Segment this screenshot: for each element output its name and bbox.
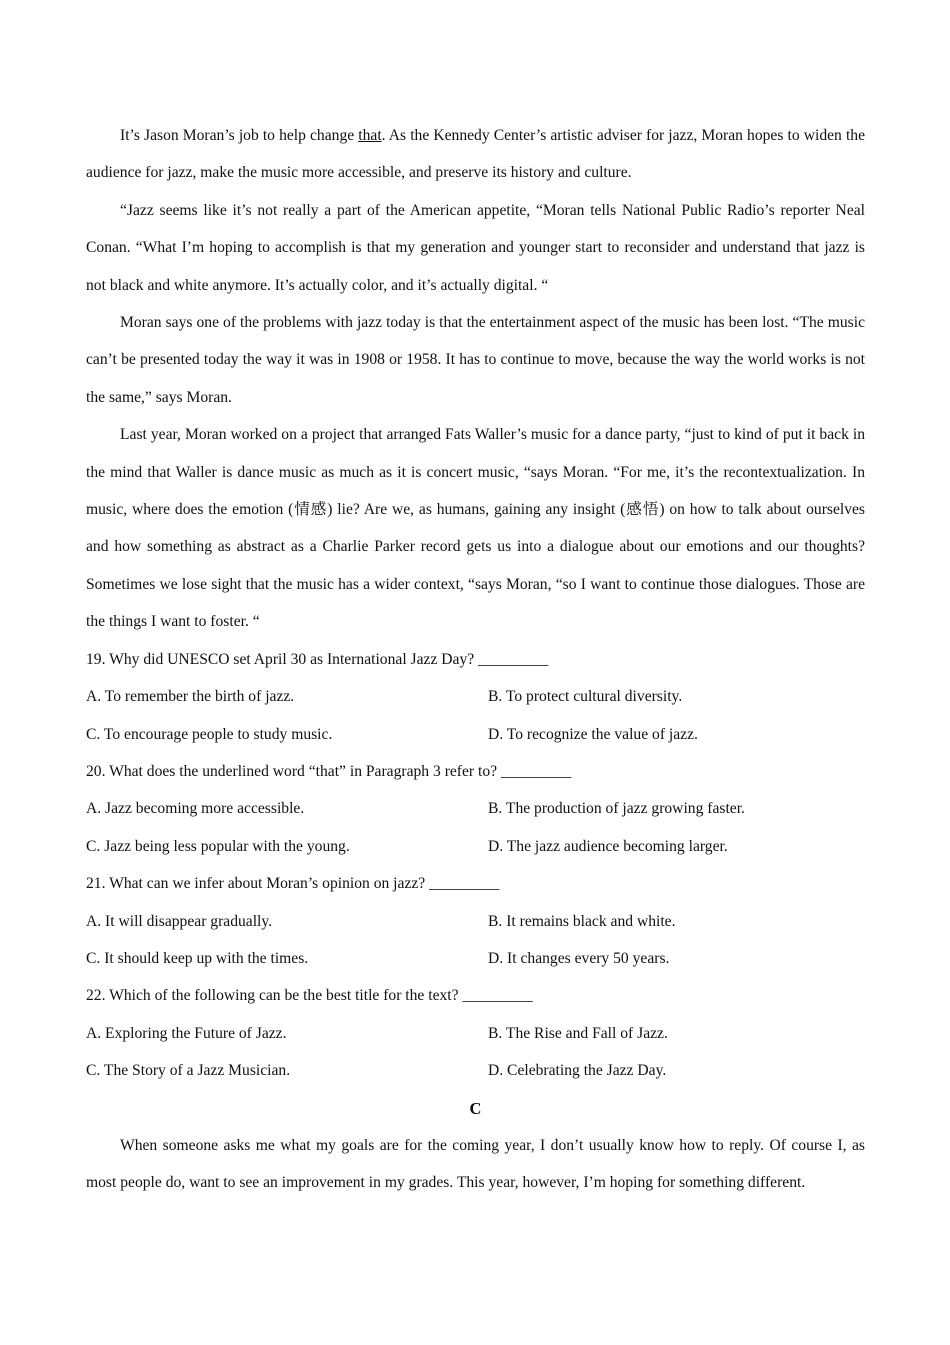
document-page (86, 117, 865, 1202)
option-a: A. It will disappear gradually. (86, 912, 273, 930)
question-22: 22. Which of the following can be the best title for the text? _________ (86, 987, 533, 1005)
question-21: 21. What can we infer about Moran’s opinion on jazz? _________ (86, 875, 500, 893)
paragraph-5: When someone asks me what my goals are for the coming year, I don’t usually know how to reply. Of course I, as most people do, want to see an improvement in my grades. This year, however, I’m hoping for something different. (86, 1136, 865, 1192)
option-c: C. To encourage people to study music. (86, 725, 333, 743)
option-d: D. To recognize the value of jazz. (488, 725, 698, 743)
option-b: B. To protect cultural diversity. (488, 688, 683, 706)
option-d: D. Celebrating the Jazz Day. (488, 1062, 667, 1080)
section-heading: C (469, 1098, 482, 1118)
option-b: B. The production of jazz growing faster. (488, 800, 745, 818)
option-b: B. It remains black and white. (488, 912, 676, 930)
paragraph-2: “Jazz seems like it’s not really a part of the American appetite, “Moran tells National Public Radio’s reporter Neal Conan. “What I’m hoping to accomplish is that my generation and younger start to reconsider and understand that jazz is not black and white anymore. It’s actually color, and it’s actually digital. “ (86, 201, 865, 294)
option-d: D. The jazz audience becoming larger. (488, 837, 728, 855)
option-c: C. Jazz being less popular with the young. (86, 837, 350, 855)
option-d: D. It changes every 50 years. (488, 949, 670, 967)
question-22-options-2 (86, 1052, 865, 1089)
question-20-options (86, 790, 865, 827)
question-19-options (86, 678, 865, 715)
question-20-options-2 (86, 828, 865, 865)
question-21-options-2 (86, 940, 865, 977)
option-a: A. Exploring the Future of Jazz. (86, 1024, 287, 1042)
option-b: B. The Rise and Fall of Jazz. (488, 1024, 668, 1042)
question-21-options (86, 903, 865, 940)
question-20: 20. What does the underlined word “that” in Paragraph 3 refer to? _________ (86, 762, 572, 780)
paragraph-1 (86, 117, 865, 192)
question-22-options (86, 1015, 865, 1052)
option-a: A. Jazz becoming more accessible. (86, 800, 305, 818)
underlined-word: that (358, 127, 382, 144)
question-19-options-2 (86, 716, 865, 753)
paragraph-4: Last year, Moran worked on a project that arranged Fats Waller’s music for a dance party, “just to kind of put it back in the mind that Waller is dance music as much as it is concert music, “says Moran. “For me, it’s the recontextualization. In music, where does the emotion (情感) lie? Are we, as humans, gaining any insight (感悟) on how to talk about ourselves and how something as abstract as a Charlie Parker record gets us into a dialogue about our emotions and our thoughts? Sometimes we lose sight that the music has a wider context, “says Moran, “so I want to continue those dialogues. Those are the things I want to foster. “ (86, 426, 865, 631)
paragraph-3: Moran says one of the problems with jazz today is that the entertainment aspect of the music has been lost. “The music can’t be presented today the way it was in 1908 or 1958. It has to continue to move, because the way the world works is not the same,” says Moran. (86, 314, 865, 406)
option-c: C. The Story of a Jazz Musician. (86, 1062, 291, 1080)
paragraph-1-text-a: It’s Jason Moran’s job to help change (120, 127, 359, 144)
option-a: A. To remember the birth of jazz. (86, 688, 295, 706)
paragraph-1-text-b: . As the Kennedy Center’s artistic adviser for jazz, Moran hopes to widen the audience for jazz, make the music more accessible, and preserve its history and culture. (86, 127, 865, 182)
option-c: C. It should keep up with the times. (86, 949, 309, 967)
question-19: 19. Why did UNESCO set April 30 as International Jazz Day? _________ (86, 650, 549, 668)
